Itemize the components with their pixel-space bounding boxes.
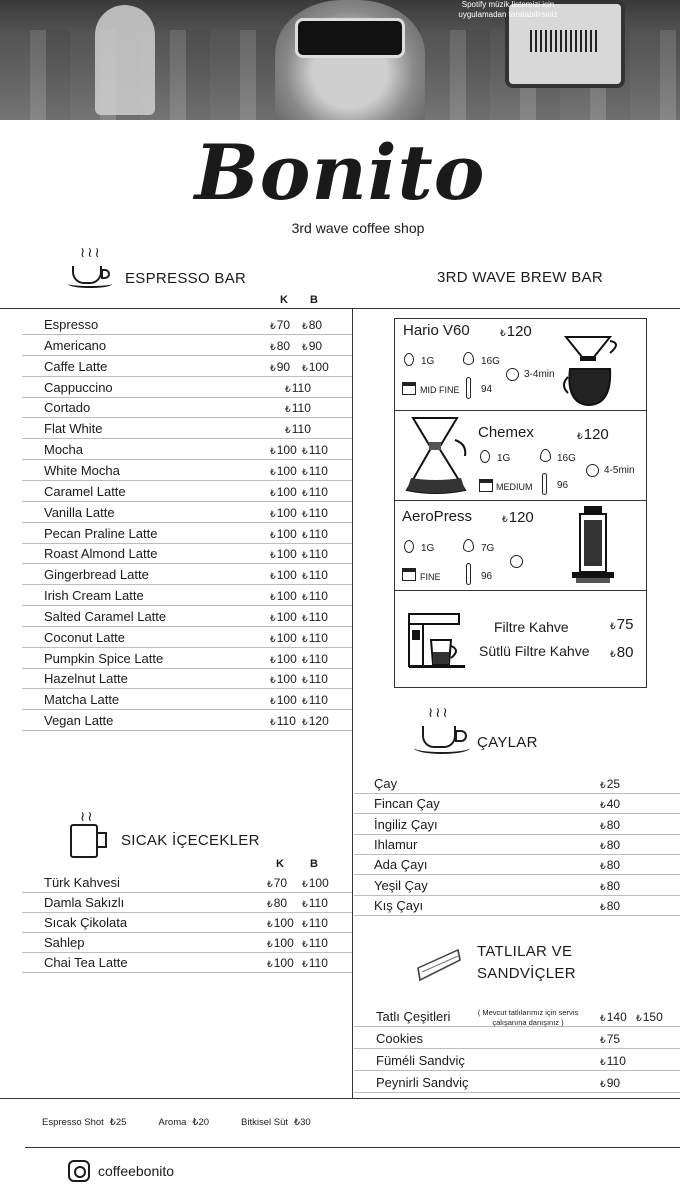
- aeropress-price: ₺120: [502, 509, 534, 526]
- item-price: ₺25: [600, 777, 621, 791]
- item-price: ₺80: [600, 858, 621, 873]
- item-name: Fincan Çay: [374, 796, 440, 812]
- menu-row: [354, 875, 680, 896]
- hot-col-b-label: B: [310, 858, 318, 870]
- extra-item: Bitkisel Süt ₺30: [241, 1117, 311, 1128]
- footer-divider: [25, 1147, 680, 1148]
- item-price-b: ₺90: [302, 338, 323, 353]
- item-price-b: ₺110: [302, 547, 328, 562]
- chemex-illustration: [405, 416, 475, 496]
- item-price: ₺110: [285, 401, 311, 416]
- item-price: ₺90: [600, 1076, 621, 1090]
- item-price-b: ₺150: [636, 1010, 663, 1024]
- item-price-k: ₺100: [270, 568, 297, 583]
- filtre-kahve-price: ₺75: [610, 616, 634, 633]
- thermometer-icon: [466, 563, 471, 585]
- menu-row: [354, 814, 680, 835]
- item-name: Ihlamur: [374, 836, 418, 852]
- item-name: Cortado: [44, 400, 91, 416]
- item-name: Salted Caramel Latte: [44, 608, 167, 624]
- item-price-b: ₺110: [302, 505, 328, 520]
- item-name: Ada Çayı: [374, 857, 428, 873]
- item-name: Gingerbread Latte: [44, 567, 149, 583]
- item-name: Pumpkin Spice Latte: [44, 650, 164, 666]
- item-price: ₺75: [600, 1032, 621, 1046]
- coffee-cup-icon: ≀≀≀: [68, 246, 116, 292]
- clock-icon: [586, 464, 599, 477]
- item-name: Füméli Sandviç: [376, 1053, 465, 1068]
- item-price-k: ₺100: [270, 547, 297, 562]
- hario-name: Hario V60: [403, 322, 470, 339]
- item-price-k: ₺70: [267, 876, 288, 890]
- menu-row: [22, 585, 352, 606]
- espresso-bar-title: ESPRESSO BAR: [125, 270, 247, 287]
- item-price-k: ₺140: [600, 1010, 627, 1024]
- hario-price: ₺120: [500, 323, 532, 340]
- desserts-note: ( Mevcut tatlılarımız için servis çalışanına danışınız ): [477, 1008, 579, 1027]
- spotify-code[interactable]: [530, 30, 600, 52]
- item-name: Türk Kahvesi: [44, 875, 120, 890]
- item-price-b: ₺110: [302, 916, 328, 930]
- item-price-k: ₺100: [270, 526, 297, 541]
- sutlu-filtre-price: ₺80: [610, 644, 634, 661]
- chemex-name: Chemex: [478, 424, 534, 441]
- menu-row: [22, 439, 352, 460]
- extra-item: Espresso Shot ₺25: [42, 1117, 127, 1128]
- col-b-label: B: [310, 294, 318, 306]
- menu-row: [22, 397, 352, 418]
- item-price-b: ₺110: [302, 956, 328, 970]
- menu-row: [22, 932, 352, 953]
- thermometer-icon: [542, 473, 547, 495]
- item-price-k: ₺100: [267, 916, 294, 930]
- spotify-note: Spotify müzik listemizi için uygulamadan taratabilirsiniz: [458, 0, 558, 19]
- menu-row: [22, 418, 352, 439]
- item-name: White Mocha: [44, 462, 120, 478]
- item-price-b: ₺110: [302, 693, 328, 708]
- v60-dripper-illustration: [560, 333, 626, 407]
- menu-row: [22, 872, 352, 893]
- item-price-b: ₺110: [302, 443, 328, 458]
- item-price-k: ₺100: [267, 956, 294, 970]
- item-price-b: ₺110: [302, 672, 328, 687]
- item-name: Çay: [374, 776, 398, 791]
- menu-row: [22, 377, 352, 398]
- item-price: ₺80: [600, 837, 621, 852]
- top-divider: [0, 308, 680, 309]
- item-name: Yeşil Çay: [374, 877, 428, 893]
- figure-illustration: [95, 5, 155, 115]
- brand-logo: Bonito: [194, 128, 486, 217]
- item-price-b: ₺110: [302, 651, 328, 666]
- menu-row: [22, 689, 352, 710]
- sunglasses-illustration: [295, 18, 405, 58]
- item-price-k: ₺100: [270, 484, 297, 499]
- clock-icon: [506, 368, 519, 381]
- item-price-k: ₺100: [270, 463, 297, 478]
- item-name: Cookies: [376, 1031, 423, 1046]
- instagram-icon[interactable]: [68, 1160, 90, 1182]
- item-price-k: ₺100: [267, 936, 294, 950]
- brew-bar-title: 3RD WAVE BREW BAR: [437, 269, 603, 286]
- column-divider: [352, 308, 353, 1098]
- extras-line: [42, 1117, 343, 1128]
- item-price-k: ₺110: [270, 714, 296, 729]
- hot-col-k-label: K: [276, 858, 284, 870]
- teas-title: ÇAYLAR: [477, 734, 538, 751]
- item-name: Pecan Praline Latte: [44, 525, 158, 541]
- menu-row: [22, 606, 352, 627]
- item-price-b: ₺110: [302, 589, 328, 604]
- thermometer-icon: [466, 377, 471, 399]
- item-price-b: ₺110: [302, 630, 328, 645]
- menu-row: [22, 335, 352, 356]
- instagram-handle[interactable]: coffeebonito: [98, 1163, 175, 1179]
- clock-icon: [510, 555, 523, 568]
- item-name: Peynirli Sandviç: [376, 1075, 469, 1090]
- mug-icon: ≀≀: [68, 810, 112, 862]
- item-name: Caffe Latte: [44, 358, 108, 374]
- item-price: ₺40: [600, 797, 621, 812]
- menu-row: [22, 668, 352, 689]
- item-name: Vegan Latte: [44, 713, 114, 729]
- item-price-k: ₺80: [270, 338, 291, 353]
- aeropress-illustration: [570, 504, 616, 586]
- water-drop-icon: [540, 449, 551, 462]
- item-price-k: ₺100: [270, 589, 297, 604]
- item-price-b: ₺110: [302, 936, 328, 950]
- bean-icon: [404, 540, 414, 553]
- item-name: Vanilla Latte: [44, 504, 115, 520]
- item-price-b: ₺110: [302, 609, 328, 624]
- item-price-k: ₺100: [270, 693, 297, 708]
- item-price-b: ₺100: [302, 876, 329, 890]
- menu-row: [22, 912, 352, 933]
- item-price-b: ₺110: [302, 896, 328, 910]
- item-name: Chai Tea Latte: [44, 955, 128, 970]
- item-price-b: ₺110: [302, 484, 328, 499]
- item-price: ₺110: [285, 380, 311, 395]
- grinder-icon: [479, 479, 493, 492]
- col-k-label: K: [280, 294, 288, 306]
- menu-row: [22, 460, 352, 481]
- item-price-k: ₺70: [270, 318, 291, 332]
- item-name: Matcha Latte: [44, 692, 120, 708]
- item-name: Caramel Latte: [44, 483, 126, 499]
- item-name: Roast Almond Latte: [44, 546, 158, 562]
- item-price-k: ₺100: [270, 609, 297, 624]
- item-name: Mocha: [44, 442, 84, 458]
- item-price-k: ₺100: [270, 651, 297, 666]
- item-price-b: ₺110: [302, 526, 328, 541]
- grinder-icon: [402, 382, 416, 395]
- menu-row: [354, 854, 680, 875]
- item-price: ₺110: [600, 1054, 626, 1068]
- item-price-k: ₺90: [270, 359, 291, 374]
- water-drop-icon: [463, 352, 474, 365]
- item-price: ₺80: [600, 878, 621, 893]
- menu-row: [354, 1072, 680, 1093]
- menu-row: [22, 627, 352, 648]
- item-price-b: ₺100: [302, 359, 329, 374]
- item-name: Tatlı Çeşitleri: [376, 1009, 451, 1024]
- grinder-icon: [402, 568, 416, 581]
- menu-row: [22, 502, 352, 523]
- item-price-k: ₺100: [270, 630, 297, 645]
- header-artwork: [0, 0, 680, 120]
- item-name: Irish Cream Latte: [44, 588, 144, 604]
- menu-row: [22, 543, 352, 564]
- menu-row: [354, 1050, 680, 1071]
- extra-item: Aroma ₺20: [158, 1117, 210, 1128]
- item-price-b: ₺110: [302, 463, 328, 478]
- menu-row: [22, 952, 352, 973]
- bean-icon: [404, 353, 414, 366]
- aeropress-name: AeroPress: [402, 508, 473, 525]
- menu-row: [354, 895, 680, 916]
- chemex-price: ₺120: [577, 426, 609, 443]
- brand-tagline: 3rd wave coffee shop: [291, 220, 425, 236]
- bean-icon: [480, 450, 490, 463]
- bottom-divider: [0, 1098, 680, 1099]
- cake-slice-icon: [414, 946, 464, 984]
- item-name: Flat White: [44, 421, 103, 437]
- item-name: Americano: [44, 337, 107, 353]
- filtre-kahve-name: Filtre Kahve: [494, 619, 569, 635]
- menu-row: [354, 834, 680, 855]
- menu-row: [22, 710, 352, 731]
- item-price: ₺110: [285, 422, 311, 437]
- menu-row: [22, 314, 352, 335]
- item-price-k: ₺100: [270, 505, 297, 520]
- menu-row: [354, 1028, 680, 1049]
- item-name: Damla Sakızlı: [44, 895, 125, 910]
- item-name: Cappuccino: [44, 379, 113, 395]
- item-price: ₺80: [600, 817, 621, 832]
- desserts-title-line1: TATLILAR VE: [477, 943, 573, 960]
- filter-machine-illustration: [407, 610, 467, 670]
- menu-row: [354, 793, 680, 814]
- sutlu-filtre-name: Sütlü Filtre Kahve: [479, 643, 590, 659]
- item-name: Kış Çayı: [374, 897, 424, 913]
- item-name: Sahlep: [44, 935, 85, 950]
- menu-row: [22, 648, 352, 669]
- item-price-k: ₺80: [267, 896, 288, 910]
- menu-row: [354, 773, 680, 794]
- item-price-k: ₺100: [270, 443, 297, 458]
- item-name: İngiliz Çayı: [374, 816, 438, 832]
- item-name: Hazelnut Latte: [44, 671, 128, 687]
- menu-row: [22, 523, 352, 544]
- item-price-b: ₺80: [302, 318, 323, 332]
- desserts-title-line2: SANDVİÇLER: [477, 965, 576, 982]
- menu-row: [22, 564, 352, 585]
- item-name: Espresso: [44, 317, 99, 332]
- tea-cup-icon: ≀≀≀: [414, 706, 472, 762]
- item-price-b: ₺110: [302, 568, 328, 583]
- item-price: ₺80: [600, 898, 621, 913]
- item-name: Coconut Latte: [44, 629, 125, 645]
- hot-drinks-title: SICAK İÇECEKLER: [121, 832, 260, 849]
- item-price-b: ₺120: [302, 714, 329, 729]
- menu-row: [22, 481, 352, 502]
- item-name: Sıcak Çikolata: [44, 915, 128, 930]
- menu-row: [22, 892, 352, 913]
- water-drop-icon: [463, 539, 474, 552]
- item-price-k: ₺100: [270, 672, 297, 687]
- menu-row: [22, 356, 352, 377]
